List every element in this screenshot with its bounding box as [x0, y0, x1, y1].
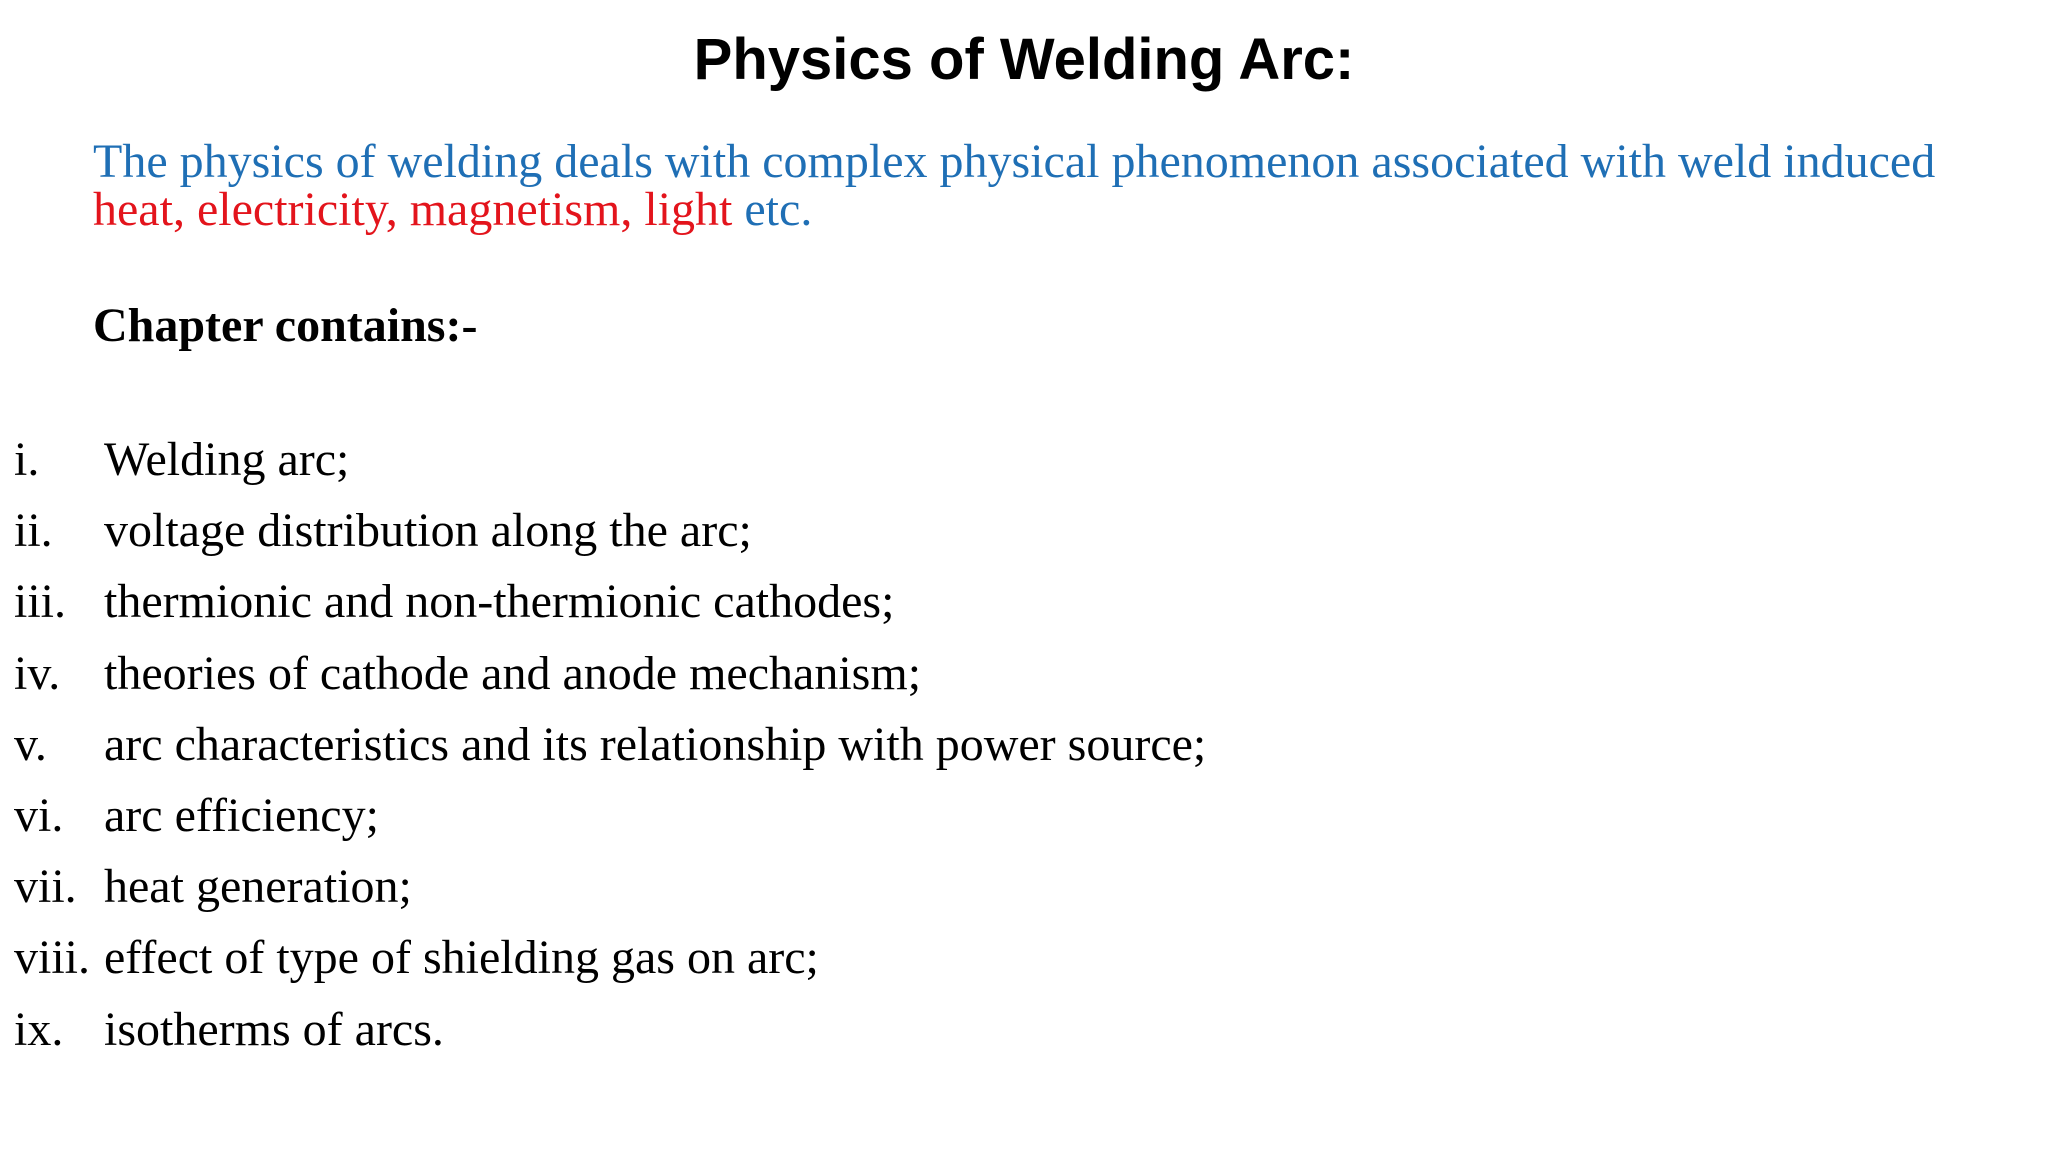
- term-electricity: electricity,: [196, 183, 398, 236]
- term-light: light: [644, 183, 733, 236]
- chapter-heading: Chapter contains:-: [93, 299, 478, 352]
- chapter-item-number: iii.: [14, 575, 67, 629]
- intro-lead: The physics of welding deals with complex physical phenomenon associated with weld induced: [93, 135, 1936, 188]
- intro-tail: etc.: [744, 183, 813, 236]
- chapter-item-text: effect of type of shielding gas on arc;: [104, 931, 819, 985]
- chapter-item-text: heat generation;: [104, 860, 412, 914]
- chapter-item-text: arc efficiency;: [104, 788, 379, 842]
- chapter-item-number: ix.: [14, 1002, 64, 1056]
- term-heat: heat,: [93, 183, 185, 236]
- term-magnetism: magnetism,: [409, 183, 633, 236]
- intro-paragraph: [93, 135, 1993, 236]
- chapter-item-text: arc characteristics and its relationship with power source;: [104, 717, 1207, 771]
- chapter-item-number: i.: [14, 433, 40, 486]
- chapter-item-text: isotherms of arcs.: [104, 1002, 444, 1056]
- chapter-item-number: vi.: [14, 788, 64, 842]
- chapter-item-number: ii.: [14, 504, 53, 558]
- chapter-item-number: iv.: [14, 646, 61, 700]
- chapter-item-number: vii.: [14, 860, 77, 914]
- chapter-item-number: v.: [14, 717, 47, 771]
- chapter-item-text: thermionic and non-thermionic cathodes;: [104, 575, 895, 629]
- chapter-item-text: theories of cathode and anode mechanism;: [104, 646, 922, 700]
- chapter-item-text: voltage distribution along the arc;: [104, 504, 752, 558]
- slide-title: Physics of Welding Arc:: [693, 27, 1355, 92]
- chapter-item-number: viii.: [14, 931, 91, 985]
- chapter-item-text: Welding arc;: [104, 433, 350, 486]
